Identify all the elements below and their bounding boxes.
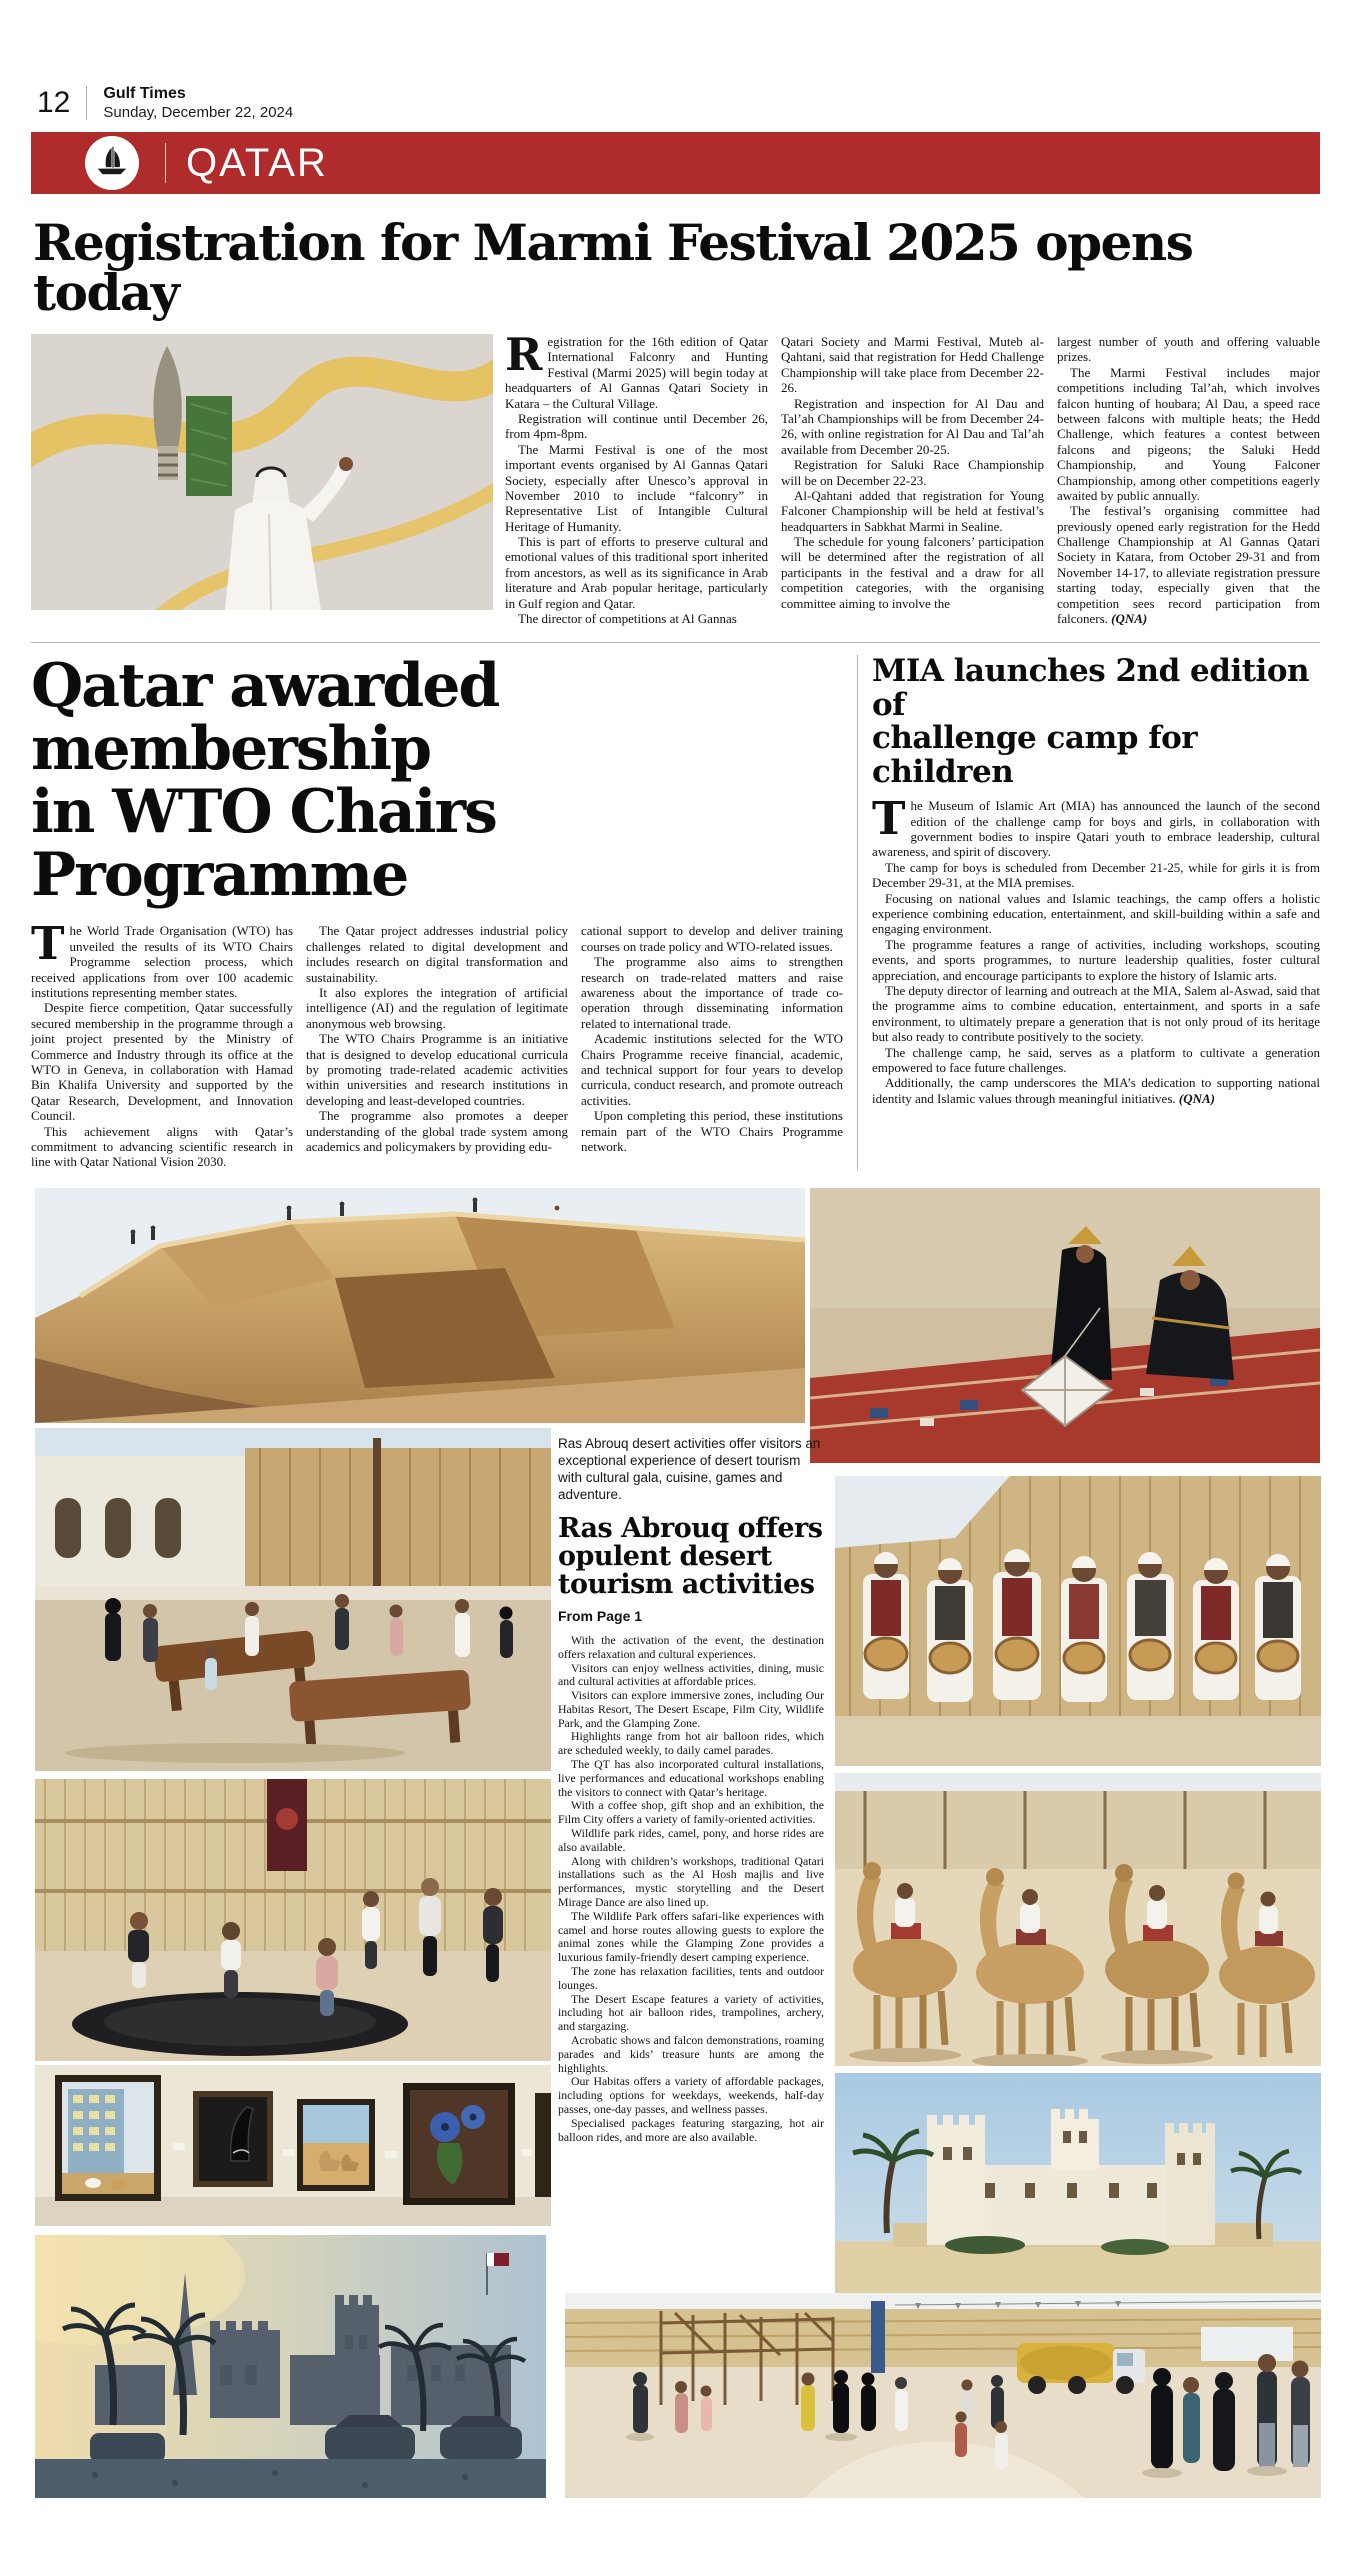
camels-photo [835, 1773, 1321, 2066]
paragraph: The programme also aims to strengthen research on trade-related matters and raise awareness about the importance of trade co-operation through disseminating information related to international trade. [581, 954, 843, 1031]
paragraph: The Desert Escape features a variety of activities, including hot air balloon rides, trampolines, archery, and stargazing. [558, 1991, 824, 2034]
paragraph: The Wildlife Park offers safari-like experiences with camel and horse routes allowing guests to explore the animal zones while the Glamping Zone provides a luxurious family-friendly desert camping experience. [558, 1908, 824, 1965]
marmi-col-1 [505, 328, 768, 627]
paragraph: The challenge camp, he said, serves as a platform to cultivate a generation empowered to face future challenges. [872, 1044, 1320, 1075]
paragraph: The festival’s organising committee had previously opened early registration for the Hedd Challenge Championship at Al Gannas Qatari Society in Katara, from October 29-31 and from November 14-17, to alleviate registration pressure starting today, especially given that the competition sees record participation from falconers. (QNA) [1057, 503, 1320, 627]
ras-article [558, 1435, 824, 2145]
paragraph: Registration and inspection for Al Dau and Tal’ah Championships will be from December 24-26, with online registration for Al Dau and Tal’ah available from December 20-25. [781, 395, 1044, 457]
paragraph: Along with children’s workshops, traditional Qatari installations such as the Al Hosh majlis and live performances, mystic storytelling and the Desert Mirage Dance are also lined up. [558, 1853, 824, 1910]
wto-body [31, 917, 843, 1170]
masthead-title: Gulf Times [103, 85, 186, 103]
mia-article [857, 655, 1320, 1169]
courtyard-games-photo [35, 1428, 551, 1771]
paragraph: This achievement aligns with Qatar’s commitment to advancing scientific research in line with Qatar National Vision 2030. [31, 1123, 293, 1170]
paragraph: Specialised packages featuring stargazing, hot air balloon rides, and more are also available. [558, 2115, 824, 2144]
paragraph: Qatari Society and Marmi Festival, Muteb al-Qahtani, said that registration for Hedd Challenge Championship will take place from December 22-26. [781, 334, 1044, 396]
art-gallery-photo [35, 2065, 551, 2226]
paragraph: The programme also promotes a deeper understanding of the global trade system among academics and policymakers by providing edu- [306, 1108, 568, 1154]
photo-section [31, 1188, 1320, 2506]
paragraph: Al-Qahtani added that registration for Young Falconer Championship will be held at festival’s headquarters in Sabkhat Marmi in Sealine. [781, 487, 1044, 534]
section-label: QATAR [186, 140, 328, 185]
paragraph: Focusing on national values and Islamic teachings, the camp offers a holistic experience combining education, entertainment, and skill-building within a safe and engaging environment. [872, 890, 1320, 937]
trampoline-photo [35, 1779, 551, 2061]
photo-caption: Ras Abrouq desert activities offer visitors an exceptional experience of desert tourism with cultural gala, cuisine, games and adventure. [558, 1435, 821, 1502]
marmi-col-3 [1057, 334, 1320, 626]
agency-credit: (QNA) [1178, 1090, 1215, 1106]
paragraph: Upon completing this period, these institutions remain part of the WTO Chairs Programme network. [581, 1108, 843, 1154]
paragraph: Our Habitas offers a variety of affordable packages, including options for weekdays, weekends, half-day passes, one-day passes, and wellness passes. [558, 2074, 824, 2116]
mia-body [872, 792, 1320, 1106]
dropcap: T [31, 917, 65, 971]
event-walk-photo [565, 2293, 1321, 2498]
page-number: 12 [37, 86, 71, 119]
continuation-kicker: From Page 1 [558, 1607, 643, 1624]
paragraph: The deputy director of learning and outreach at the MIA, Salem al-Aswad, said that the programme aims to combine education, entertainment, and sports in a safe environment, to ultimately prepare a generation that is not only proud of its heritage but also ready to contribute positively to the society. [872, 982, 1320, 1045]
paragraph: The schedule for young falconers’ participation will be determined after the registration of all participants in the festival and a draw for all competition categories, with the organising committee aiming to involve the [781, 534, 1044, 611]
paragraph: cational support to develop and deliver training courses on trade policy and WTO-related issues. [581, 923, 843, 954]
marmi-body [505, 328, 1320, 627]
wto-col-3 [581, 923, 843, 1169]
masthead-date: Sunday, December 22, 2024 [103, 103, 294, 121]
drummers-photo [835, 1476, 1321, 1766]
women-kite-photo [810, 1188, 1320, 1463]
newspaper-page [31, 0, 1320, 2566]
paragraph: Academic institutions selected for the WTO Chairs Programme receive financial, academic, and technical support for four years to develop curricula, conduct research, and promote outreach activities. [581, 1031, 843, 1108]
banner-separator [165, 143, 166, 183]
masthead [31, 82, 1320, 124]
dropcap: T [872, 792, 906, 846]
paragraph: With a coffee shop, gift shop and an exhibition, the Film City offers a variety of family-oriented activities. [558, 1798, 824, 1827]
paragraph: The World Trade Organisation (WTO) has unveiled the results of its WTO Chairs Programme selection process, which received applications from over 100 academic institutions representing member states. [31, 917, 293, 1000]
paragraph: The zone has relaxation facilities, tents and outdoor lounges. [558, 1964, 824, 1992]
paragraph: Visitors can explore immersive zones, including Our Habitas Resort, The Desert Escape, Film City, Wildlife Park, and the Glamping Zone. [558, 1688, 824, 1730]
fort-photo [835, 2073, 1321, 2295]
paragraph: Despite fierce competition, Qatar successfully secured membership in the programme through a joint project presented by the Ministry of Commerce and Industry through its office at the WTO in Geneva, in collaboration with Hamad Bin Khalifa University and supported by the Qatar Research, Development, and Innovation Council. [31, 1000, 293, 1124]
paragraph: Highlights range from hot air balloon rides, which are scheduled weekly, to daily camel parades. [558, 1729, 824, 1758]
paragraph: The camp for boys is scheduled from December 21-25, while for girls it is from December 29-31, at the MIA premises. [872, 859, 1320, 891]
marmi-col-2 [781, 334, 1044, 626]
masthead-divider [86, 86, 87, 120]
paragraph: The WTO Chairs Programme is an initiative that is designed to develop educational curricula by promoting trade-related academic activities within universities and research institutions in developing and least-developed countries. [306, 1031, 568, 1108]
paragraph: With the activation of the event, the destination offers relaxation and cultural experiences. [558, 1632, 824, 1661]
paragraph: This is part of efforts to preserve cultural and emotional values of this traditional sport inherited from ancestors, as well as its significance in Arab literature and Arab popular heritage, particularly in Gulf region and Qatar. [505, 534, 768, 611]
paragraph: The QT has also incorporated cultural installations, live performances and educational workshops enabling the visitors to connect with Qatar’s heritage. [558, 1757, 824, 1799]
marmi-article [31, 328, 1320, 627]
dropcap: R [505, 328, 543, 381]
paragraph: The programme features a range of activities, including workshops, scouting events, and sports programmes, to nurture leadership qualities, foster cultural appreciation, and encourage participants to explore the history of Islamic arts. [872, 936, 1320, 983]
dhow-icon [93, 142, 131, 185]
paragraph: The Marmi Festival includes major competitions including Tal’ah, which involves falcon hunting of houbara; Al Dau, a speed race between falcons with multiple heats; the Hedd Challenge, which features a contest between falcons and pigeons; the Saluki Hedd Championship, and Young Falconer Championship, among other competitions eagerly awaited by public annually. [1057, 364, 1320, 503]
articles-row-2 [31, 651, 1320, 1170]
mia-headline: MIA launches 2nd edition of challenge camp for children [872, 653, 1310, 790]
paragraph: Acrobatic shows and falcon demonstrations, roaming parades and kids’ treasure hunts are among the highlights. [558, 2033, 824, 2075]
masthead-text [103, 85, 293, 121]
horizontal-rule [31, 642, 1320, 643]
paragraph: Registration will continue until December 26, from 4pm-8pm. [505, 410, 768, 442]
paragraph: The director of competitions at Al Gannas [518, 611, 737, 627]
wto-col-1 [31, 917, 293, 1170]
wto-col-2 [306, 923, 568, 1169]
paragraph: The Marmi Festival is one of the most important events organised by Al Gannas Qatari Society, especially after Unesco’s approval in November 2010 to include “falconry” in Representative List of Intangible Cultural Heritage of Humanity. [505, 441, 768, 534]
agency-credit: (QNA) [1111, 611, 1148, 627]
ras-body [558, 1634, 824, 2144]
sunset-village-photo [35, 2235, 546, 2498]
paragraph: Wildlife park rides, camel, pony, and horse rides are also available. [558, 1826, 824, 1854]
falconer-photo [31, 334, 493, 610]
wto-headline: Qatar awarded membership in WTO Chairs Programme [31, 651, 499, 911]
wto-article [31, 651, 857, 1170]
paragraph: Registration for Saluki Race Championship will be on December 22-23. [781, 457, 1044, 488]
paragraph: The Museum of Islamic Art (MIA) has announced the launch of the second edition of the challenge camp for boys and girls, in collaboration with government bodies to inspire Qatari youth to embrace leadership, cultural awareness, and spirit of discovery. [872, 792, 1320, 860]
cliff-photo [35, 1188, 805, 1423]
paragraph: Additionally, the camp underscores the MIA’s dedication to supporting national identity and Islamic values through meaningful initiatives. (QNA) [872, 1075, 1320, 1106]
paragraph: Visitors can enjoy wellness activities, dining, music and cultural activities at affordable prices. [558, 1660, 824, 1689]
paragraph: The Qatar project addresses industrial policy challenges related to digital development and includes research on digital transformation and sustainability. [306, 923, 568, 985]
section-banner [31, 132, 1320, 194]
paragraph: largest number of youth and offering valuable prizes. [1057, 334, 1320, 365]
dhow-badge [85, 136, 139, 190]
marmi-headline: Registration for Marmi Festival 2025 opens today [33, 213, 1193, 322]
paragraph: It also explores the integration of artificial intelligence (AI) and the regulation of legitimate anonymous web browsing. [306, 984, 568, 1031]
paragraph: Registration for the 16th edition of Qatar International Falconry and Hunting Festival (Marmi 2025) will begin today at headquarters of Al Gannas Qatari Society in Katara – the Cultural Village. [505, 328, 768, 411]
ras-headline: Ras Abrouq offers opulent desert tourism activities [558, 1512, 823, 1600]
